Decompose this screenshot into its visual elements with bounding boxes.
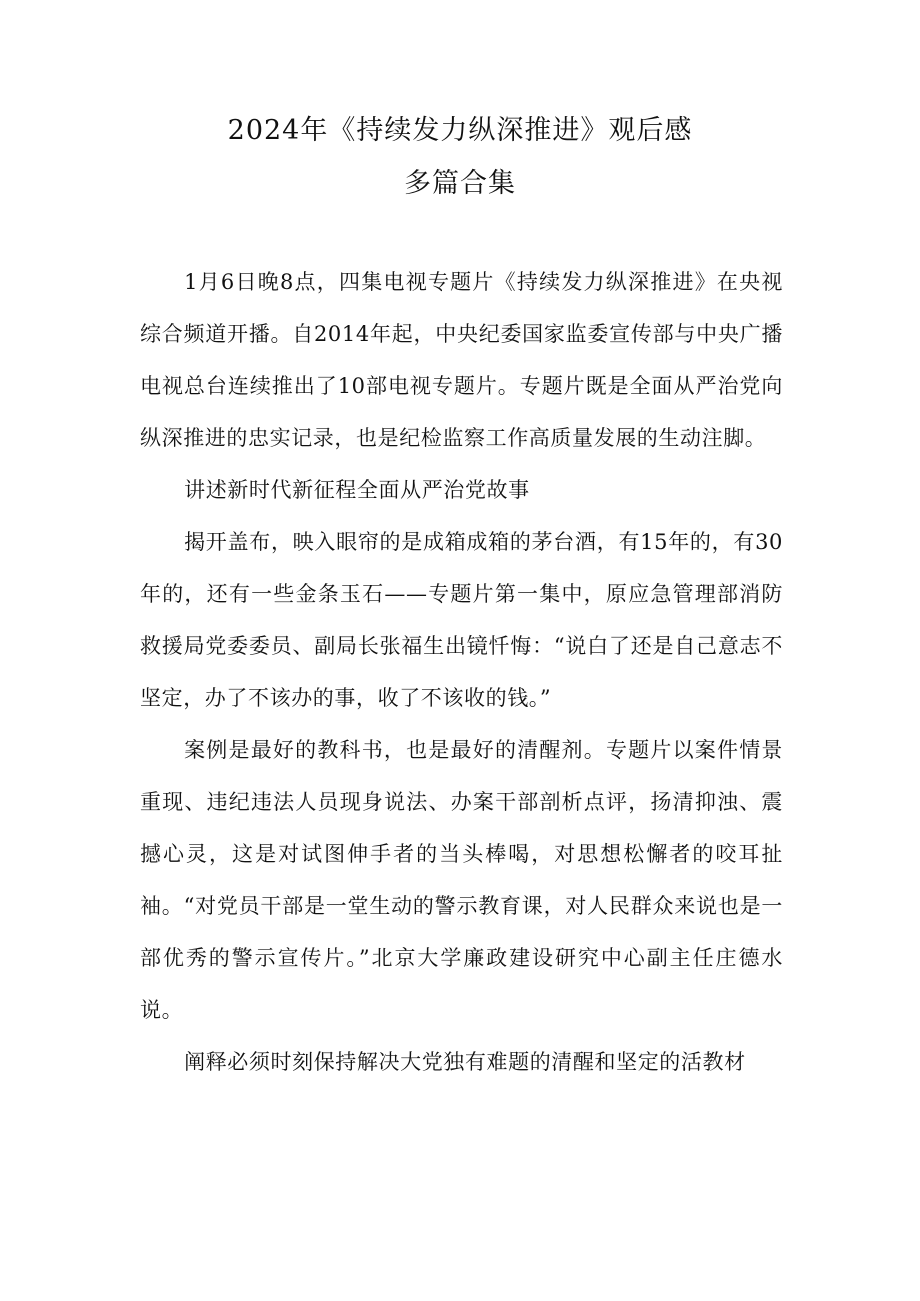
paragraph-section-heading: 阐释必须时刻保持解决大党独有难题的清醒和坚定的活教材 — [184, 1050, 746, 1074]
document-body — [140, 256, 783, 1088]
paragraph-heading: 讲述新时代新征程全面从严治党故事 — [184, 478, 530, 502]
paragraph-case: 揭开盖布，映入眼帘的是成箱成箱的茅台酒，有15年的，有30年的，还有一些金条玉石——专题片第一集中，原应急管理部消防救援局党委委员、副局长张福生出镜忏悔：“说白了还是自己意志不坚定，办了不该办的事，收了不该收的钱。” — [140, 530, 783, 710]
paragraph-intro: 1月6日晚8点，四集电视专题片《持续发力纵深推进》在央视综合频道开播。自2014年起，中央纪委国家监委宣传部与中央广播电视总台连续推出了10部电视专题片。专题片既是全面从严治党向纵深推进的忠实记录，也是纪检监察工作高质量发展的生动注脚。 — [140, 270, 783, 450]
document-subtitle: 多篇合集 — [404, 168, 516, 199]
paragraph-analysis: 案例是最好的教科书，也是最好的清醒剂。专题片以案件情景重现、违纪违法人员现身说法、办案干部剖析点评，扬清抑浊、震撼心灵，这是对试图伸手者的当头棒喝，对思想松懈者的咬耳扯袖。“对党员干部是一堂生动的警示教育课，对人民群众来说也是一部优秀的警示宣传片。”北京大学廉政建设研究中心副主任庄德水说。 — [140, 738, 783, 1022]
document-title: 2024年《持续发力纵深推进》观后感 — [227, 115, 693, 146]
